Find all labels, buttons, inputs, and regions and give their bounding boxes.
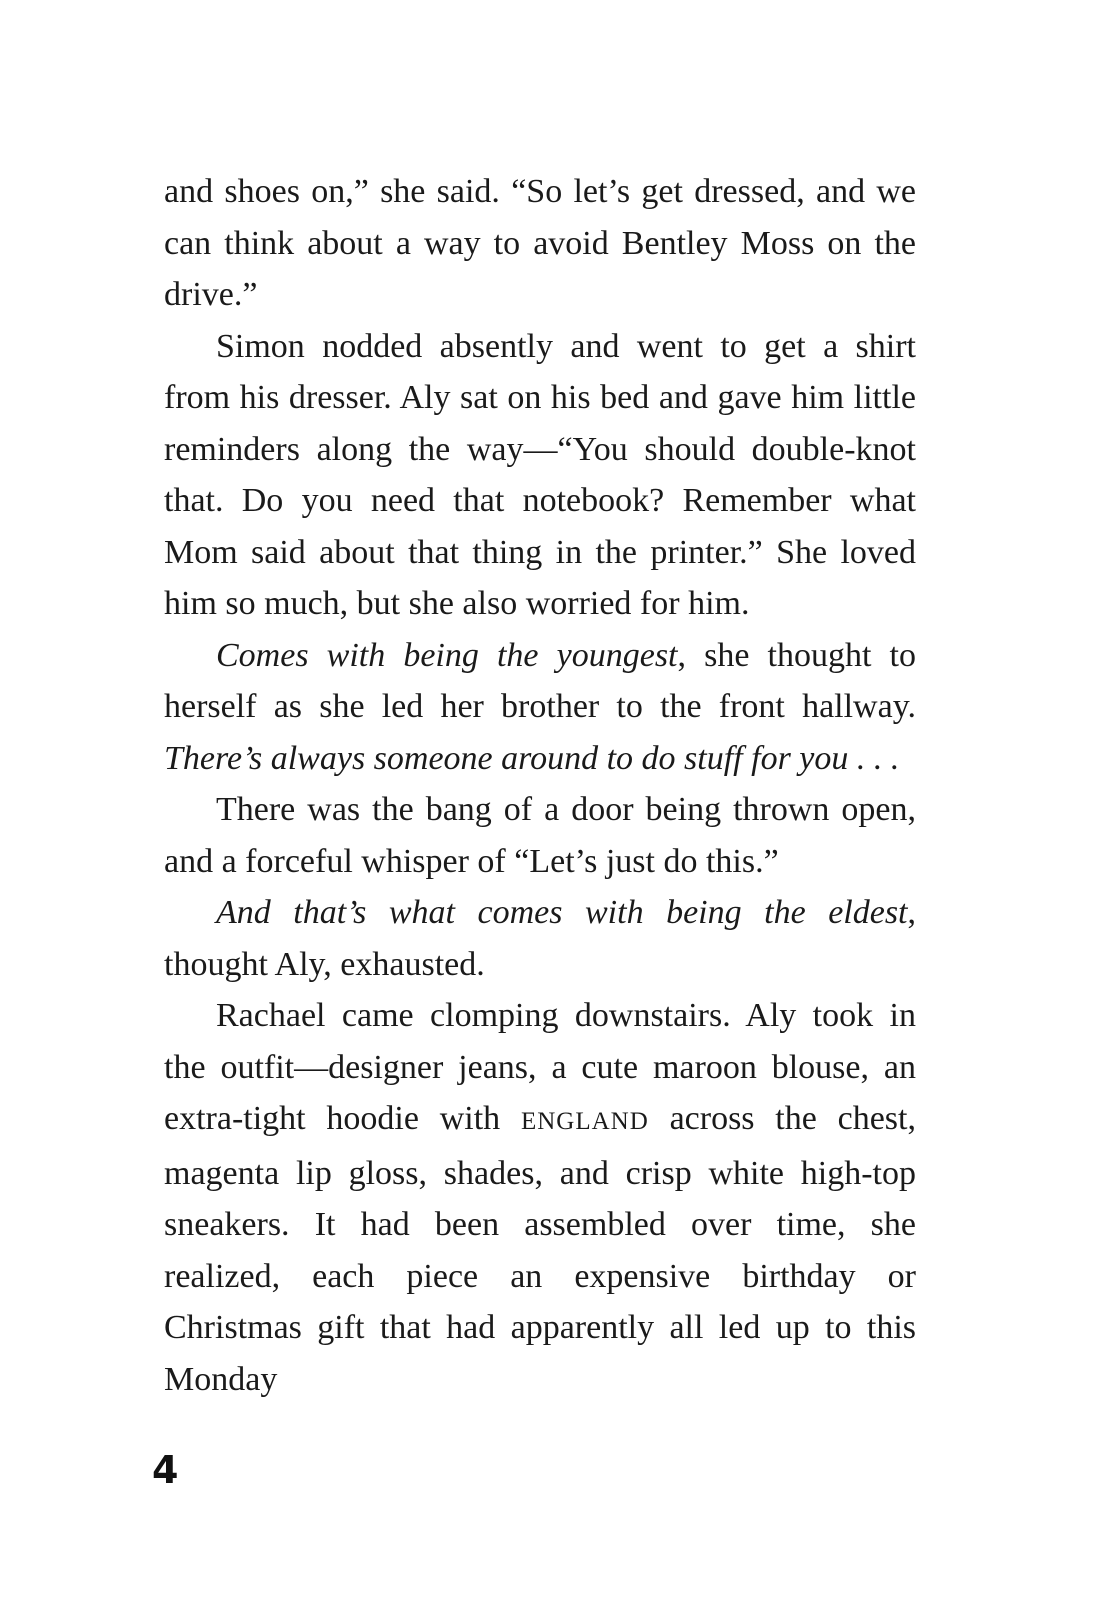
text-run: Simon nodded absently and went to get a shirt from his dresser. Aly sat on his bed and gave him little reminders along the way—“You should double-knot that. Do you need that notebook? Remember what Mom said about that thing in the printer.” She loved him so much, but she also worried for him. bbox=[164, 327, 916, 622]
body-text bbox=[164, 166, 916, 1405]
small-caps-text-run: ENGLAND bbox=[520, 1108, 649, 1135]
text-run: across the chest, magenta lip gloss, shades, and crisp white high-top sneakers. It had been assembled over time, she realized, each piece an expensive birthday or Christmas gift that had apparently all led up to this Monday bbox=[164, 1100, 916, 1398]
paragraph-6 bbox=[164, 990, 916, 1405]
text-run: Rachael came clomping downstairs. Aly took in the outfit—designer jeans, a cute maroon blouse, an extra-tight hoodie with bbox=[164, 997, 916, 1137]
italic-text-run: Comes with being the youngest bbox=[216, 636, 678, 674]
paragraph-3 bbox=[164, 630, 916, 785]
italic-text-run: There’s always someone around to do stuff for you . . . bbox=[164, 739, 900, 777]
paragraph-2 bbox=[164, 321, 916, 630]
text-run: , thought Aly, exhausted. bbox=[164, 894, 916, 983]
text-run: , she thought to herself as she led her brother to the front hallway. bbox=[164, 636, 916, 725]
paragraph-4 bbox=[164, 784, 916, 887]
paragraph-1 bbox=[164, 166, 916, 321]
page-number: 4 bbox=[152, 1448, 179, 1492]
text-run: and shoes on,” she said. “So let’s get dressed, and we can think about a way to avoid Bentley Moss on the drive.” bbox=[164, 173, 916, 313]
text-run: There was the bang of a door being thrown open, and a forceful whisper of “Let’s just do this.” bbox=[164, 791, 916, 880]
italic-text-run: And that’s what comes with being the eldest bbox=[216, 894, 908, 931]
paragraph-5 bbox=[164, 887, 916, 990]
